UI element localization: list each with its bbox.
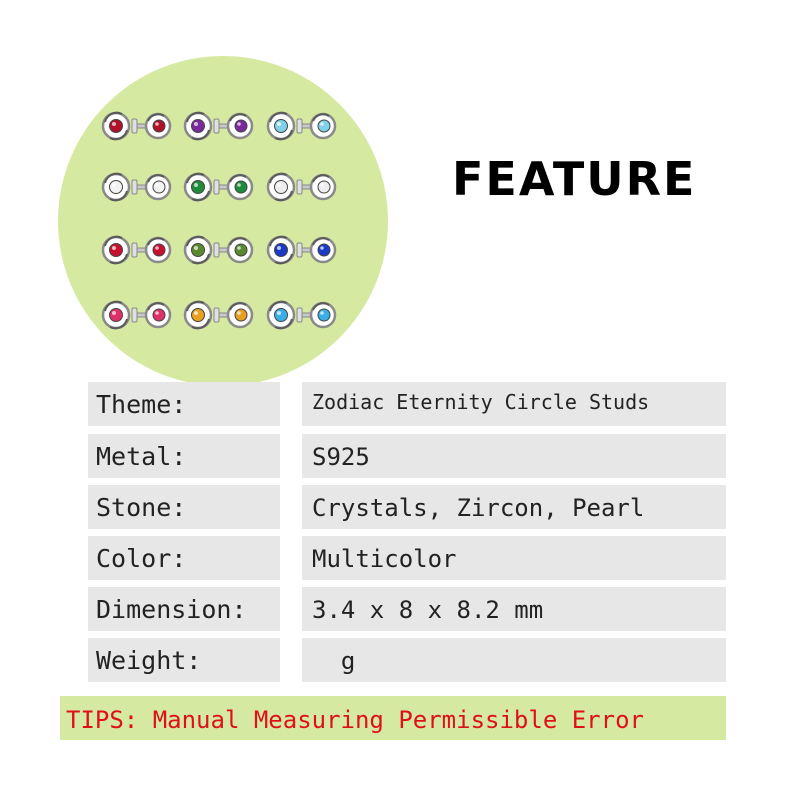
spec-value: Multicolor <box>302 536 726 580</box>
stud-side <box>297 303 335 327</box>
stud-front <box>103 174 129 200</box>
stud-front <box>268 174 294 200</box>
spec-row-color <box>88 536 726 580</box>
stud-front <box>103 113 129 139</box>
stud-front <box>185 237 211 263</box>
page-title: FEATURE <box>452 152 697 206</box>
stud-side <box>297 175 335 199</box>
stud-side <box>214 238 252 262</box>
stud-front <box>185 302 211 328</box>
tips-banner: TIPS: Manual Measuring Permissible Error <box>60 696 726 740</box>
spec-value: Zodiac Eternity Circle Studs <box>302 382 726 426</box>
stud-side <box>132 238 170 262</box>
spec-value: g <box>302 638 726 682</box>
stud-side <box>214 175 252 199</box>
spec-value: S925 <box>302 434 726 478</box>
stud-side <box>214 114 252 138</box>
stud-front <box>103 302 129 328</box>
spec-label: Weight: <box>88 638 280 682</box>
stud-front <box>185 174 211 200</box>
spec-label: Metal: <box>88 434 280 478</box>
stud-front <box>103 237 129 263</box>
spec-label: Color: <box>88 536 280 580</box>
spec-row-stone <box>88 485 726 529</box>
stud-front <box>268 237 294 263</box>
spec-row-dimension <box>88 587 726 631</box>
spec-value: 3.4 x 8 x 8.2 mm <box>302 587 726 631</box>
stud-side <box>214 303 252 327</box>
spec-row-theme <box>88 382 726 426</box>
stud-side <box>297 238 335 262</box>
spec-label: Dimension: <box>88 587 280 631</box>
spec-value: Crystals, Zircon, Pearl <box>302 485 726 529</box>
stud-side <box>132 114 170 138</box>
stud-side <box>297 114 335 138</box>
stud-front <box>185 113 211 139</box>
stud-side <box>132 175 170 199</box>
spec-label: Stone: <box>88 485 280 529</box>
spec-row-metal <box>88 434 726 478</box>
spec-label: Theme: <box>88 382 280 426</box>
stud-front <box>268 302 294 328</box>
stud-side <box>132 303 170 327</box>
spec-row-weight <box>88 638 726 682</box>
stud-front <box>268 113 294 139</box>
